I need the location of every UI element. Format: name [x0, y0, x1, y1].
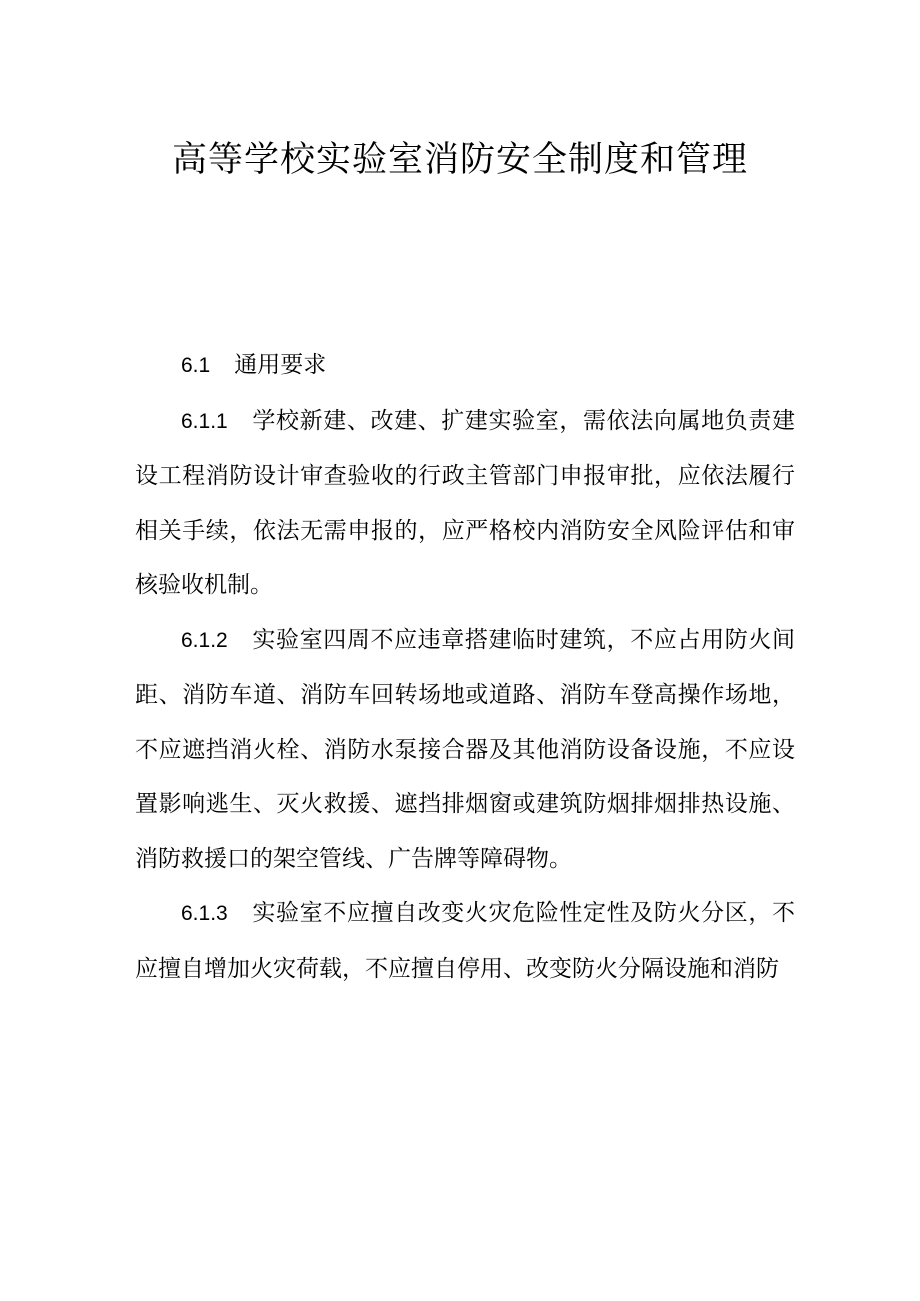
section-6-1-1: [135, 394, 795, 613]
section-text: 通用要求: [234, 352, 327, 378]
section-text: 实验室四周不应违章搭建临时建筑，不应占用防火间距、消防车道、消防车回转场地或道路、消防车登高操作场地，不应遮挡消火栓、消防水泵接合器及其他消防设备设施，不应设置影响逃生、灭火救援、遮挡排烟窗或建筑防烟排烟排热设施、消防救援口的架空管线、广告牌等障碍物。: [135, 626, 795, 872]
document-title: 高等学校实验室消防安全制度和管理: [171, 140, 748, 180]
section-6-1: [135, 338, 795, 394]
section-6-1-2: [135, 613, 795, 887]
section-number: 6.1.3: [181, 902, 228, 925]
section-text: 学校新建、改建、扩建实验室，需依法向属地负责建设工程消防设计审查验收的行政主管部门申报审批，应依法履行相关手续，依法无需申报的，应严格校内消防安全风险评估和审核验收机制。: [135, 407, 795, 598]
section-number: 6.1.2: [181, 628, 228, 652]
section-number: 6.1.1: [181, 409, 228, 433]
section-6-1-3: [135, 886, 795, 996]
document-body: [135, 338, 795, 996]
section-number: 6.1: [181, 354, 211, 377]
section-text: 实验室不应擅自改变火灾危险性定性及防火分区，不应擅自增加火灾荷载，不应擅自停用、改变防火分隔设施和消防: [135, 900, 795, 982]
